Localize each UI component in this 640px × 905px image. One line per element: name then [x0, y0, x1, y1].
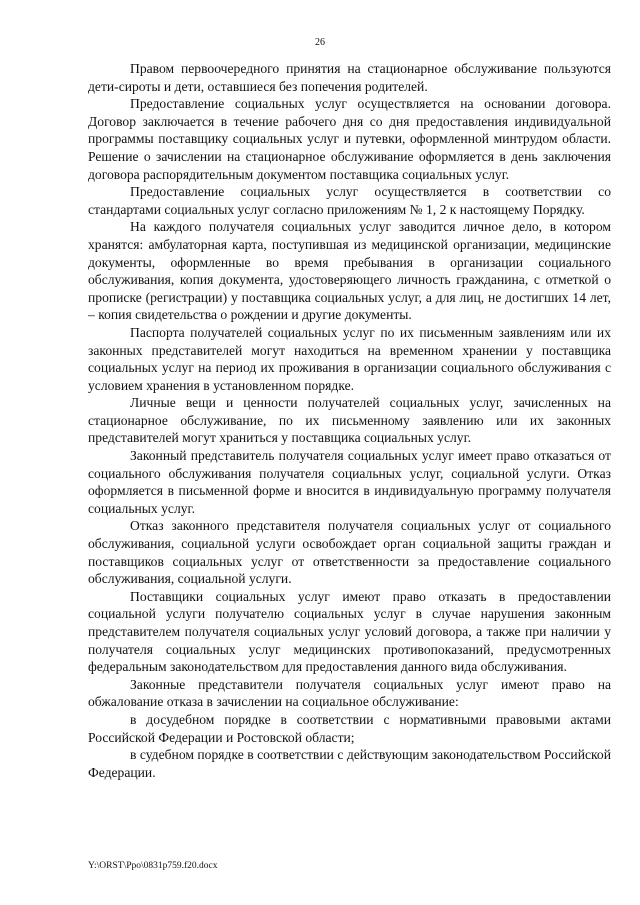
paragraph-standards: Предоставление социальных услуг осуществляется в соответствии со стандартами социальных услуг согласно приложениям № 1, 2 к настоящему Порядку. [88, 184, 611, 217]
paragraph-appeal-right: Законные представители получателя социальных услуг имеют право на обжалование отказа в зачислении на социальное обслуживание: [88, 676, 611, 710]
footer-file-path: Y:\ORST\Ppo\0831p759.f20.docx [88, 861, 218, 871]
paragraph-personal-file: На каждого получателя социальных услуг заводится личное дело, в котором хранятся: амбулаторная карта, поступившая из медицинской организации, медицинские документы, оформленные во время пребывания в организации социального обслуживания, копия документа, удостоверяющего личность гражданина, с отметкой о прописке (регистрации) у поставщика социальных услуг, а для лиц, не достигших 14 лет, – копия свидетельства о рождении и другие документы. [88, 219, 611, 323]
paragraph-right-to-refuse: Законный представитель получателя социальных услуг имеет право отказаться от социального обслуживания получателя социальных услуг, социальной услуги. Отказ оформляется в письменной форме и вносится в индивидуальную программу получателя социальных услуг. [88, 448, 611, 516]
paragraph-passports: Паспорта получателей социальных услуг по их письменным заявлениям или их законных представителей могут находиться на временном хранении у поставщика социальных услуг на период их проживания в организации социального обслуживания с условием хранения в установленном порядке. [88, 324, 611, 393]
paragraph-priority-admission: Правом первоочередного принятия на стационарное обслуживание пользуются дети-сироты и дети, оставшиеся без попечения родителей. [88, 61, 611, 94]
paragraph-pretrial-appeal: в досудебном порядке в соответствии с нормативными правовыми актами Российской Федерации и Ростовской области; [88, 711, 611, 745]
page-number: 26 [315, 37, 325, 48]
paragraph-contract: Предоставление социальных услуг осуществляется на основании договора. Договор заключается в течение рабочего дня со дня предоставления индивидуальной программы поставщику социальных услуг и путевки, оформленной минтрудом области. Решение о зачислении на стационарное обслуживание оформляется в день заключения договора распорядительным документом поставщика социальных услуг. [88, 96, 611, 182]
paragraph-judicial-appeal: в судебном порядке в соответствии с действующим законодательством Российской Федерации. [88, 747, 611, 780]
paragraph-provider-refusal: Поставщики социальных услуг имеют право отказать в предоставлении социальной услуги получателю социальных услуг в случае нарушения законным представителем получателя социальных услуг условий договора, а также при наличии у получателя социальных услуг медицинских противопоказаний, предусмотренных федеральным законодательством для предоставления данного вида обслуживания. [88, 588, 611, 675]
body-text [88, 60, 611, 781]
paragraph-personal-belongings: Личные вещи и ценности получателей социальных услуг, зачисленных на стационарное обслуживание, по их письменному заявлению или их законных представителей могут храниться у поставщика социальных услуг. [88, 395, 611, 446]
paragraph-refusal-effect: Отказ законного представителя получателя социальных услуг от социального обслуживания, социальной услуги освобождает орган социальной защиты граждан и поставщиков социальных услуг от ответственности за предоставление социального обслуживания, социальной услуги. [88, 518, 611, 587]
